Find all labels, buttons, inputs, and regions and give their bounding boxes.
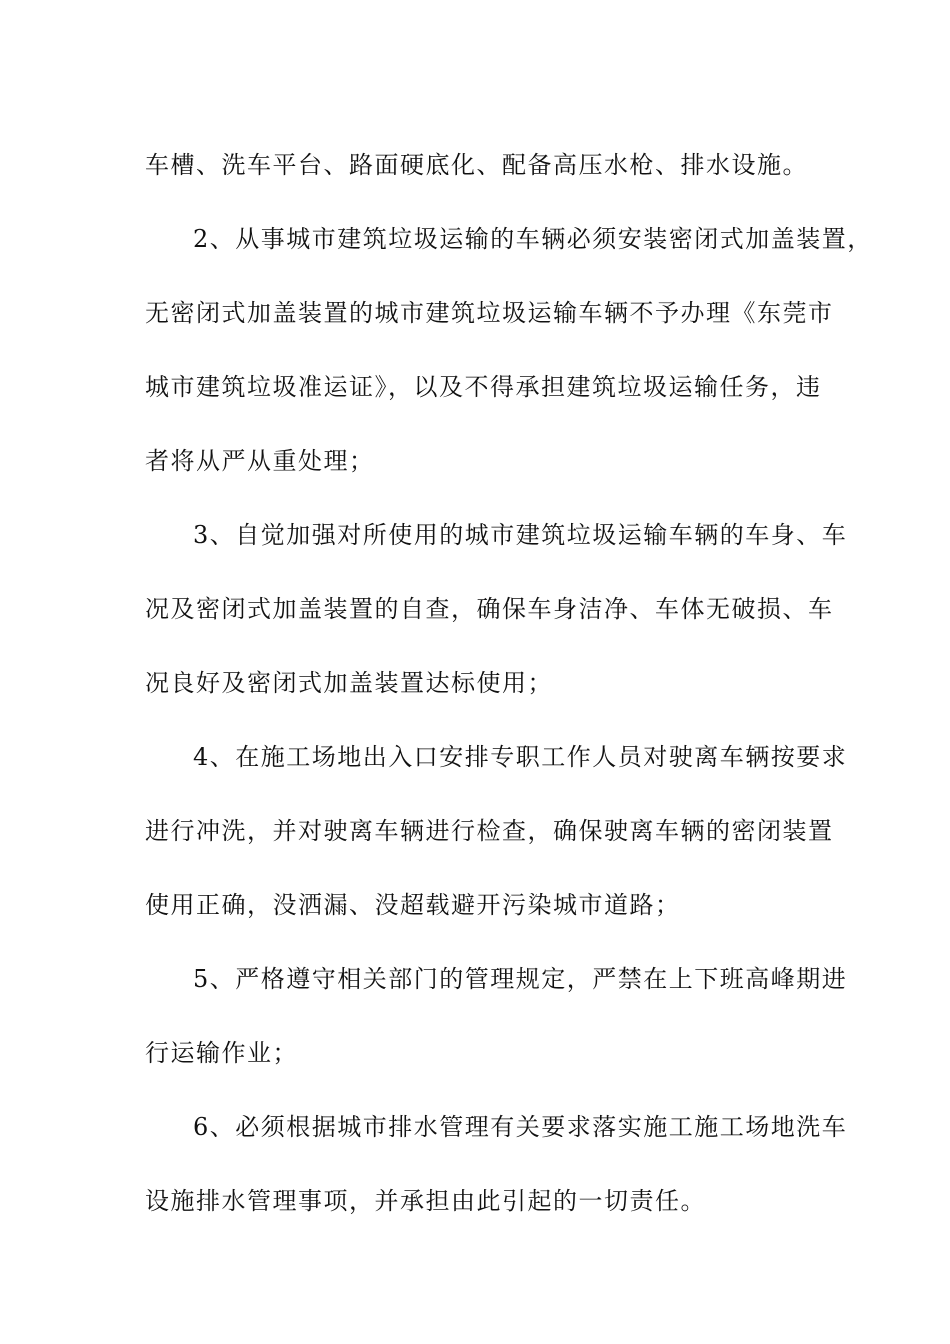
text-line: 3、自觉加强对所使用的城市建筑垃圾运输车辆的车身、车: [193, 521, 848, 549]
text-line: 进行冲洗，并对驶离车辆进行检查，确保驶离车辆的密闭装置: [145, 817, 834, 845]
text-line: 况及密闭式加盖装置的自查，确保车身洁净、车体无破损、车: [145, 595, 834, 623]
document-body: [145, 128, 873, 1238]
text-line: 无密闭式加盖装置的城市建筑垃圾运输车辆不予办理《东莞市: [145, 299, 834, 327]
text-line: 2、从事城市建筑垃圾运输的车辆必须安装密闭式加盖装置，: [193, 225, 873, 253]
text-line: 6、必须根据城市排水管理有关要求落实施工施工场地洗车: [193, 1113, 848, 1141]
text-line: 况良好及密闭式加盖装置达标使用；: [145, 669, 553, 697]
text-line: 使用正确，没洒漏、没超载避开污染城市道路；: [145, 891, 681, 919]
paragraph-item-3: [145, 498, 848, 720]
text-line: 5、严格遵守相关部门的管理规定，严禁在上下班高峰期进: [193, 965, 848, 993]
paragraph-item-2: [145, 202, 873, 498]
paragraph-item-4: [145, 720, 848, 942]
paragraph-item-6: [145, 1090, 848, 1238]
text-line: 设施排水管理事项，并承担由此引起的一切责任。: [145, 1187, 706, 1215]
paragraph-continuation: [145, 128, 810, 202]
text-line: 者将从严从重处理；: [145, 447, 375, 475]
text-line: 行运输作业；: [145, 1039, 298, 1067]
text-line: 城市建筑垃圾准运证》，以及不得承担建筑垃圾运输任务，违: [145, 373, 822, 401]
text-line: 车槽、洗车平台、路面硬底化、配备高压水枪、排水设施。: [145, 151, 808, 179]
paragraph-item-5: [145, 942, 848, 1090]
text-line: 4、在施工场地出入口安排专职工作人员对驶离车辆按要求: [193, 743, 848, 771]
